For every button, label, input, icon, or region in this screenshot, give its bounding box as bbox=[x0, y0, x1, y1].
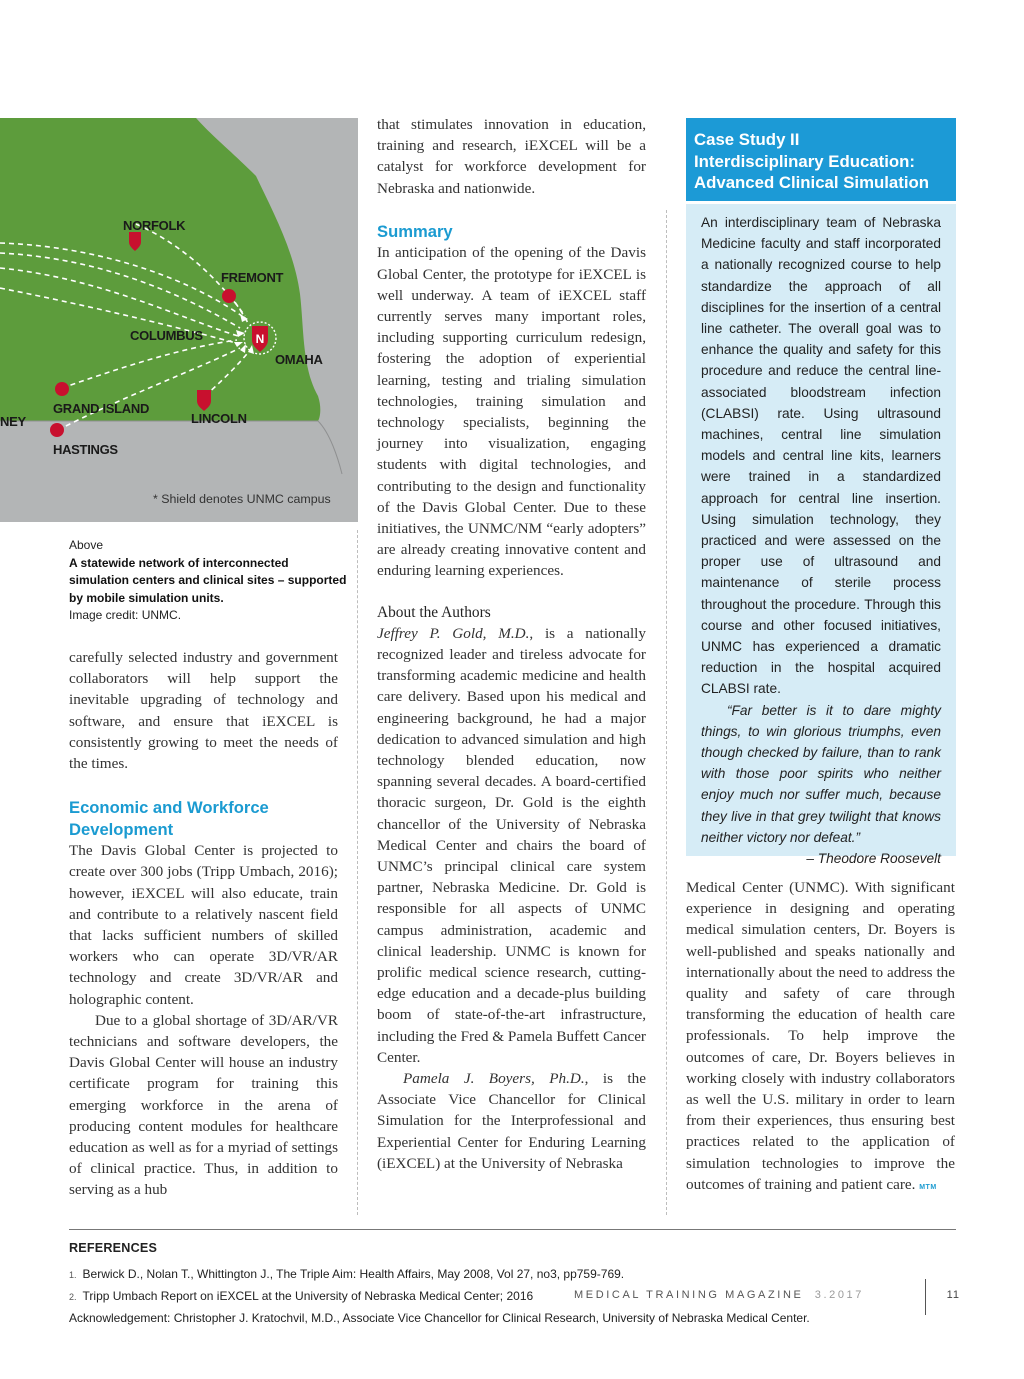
case-study-box bbox=[686, 204, 956, 867]
boyers-bio-text: , is the Associate Vice Chancellor for Clinical Simulation for the Interprofessional and Experiential Center for Enduring Learning (iEXCEL) at the University of Nebraska bbox=[377, 1070, 646, 1172]
city-label-columbus: COLUMBUS bbox=[130, 328, 203, 343]
city-label-grand-island: GRAND ISLAND bbox=[53, 401, 150, 416]
column-1 bbox=[69, 647, 338, 1201]
map-note: * Shield denotes UNMC campus bbox=[153, 492, 331, 506]
footer-magazine bbox=[574, 1289, 864, 1301]
grand-island-dot-icon bbox=[55, 382, 69, 396]
col2-intro: that stimulates innovation in education, training and research, iEXCEL will be a catalyst for workforce development for Nebraska and nationwide. bbox=[377, 116, 646, 197]
reference-item bbox=[69, 1264, 956, 1286]
col3-continuation bbox=[686, 877, 955, 1198]
summary-text: In anticipation of the opening of the Davis Global Center, the prototype for iEXCEL is well underway. A team of iEXCEL staff currently serves many important roles, including supporting curriculum redesign, fostering the adoption of experiential learning, testing and trialing simulation technologies, training simulation and technology specialists, beginning the journey into visualization, engaging students with digital technologies, and contributing to the design and functionality of the Davis Global Center. Due to these initiatives, the UNMC/NM “early adopters” are already creating innovative content and enduring learning experiences. bbox=[377, 244, 646, 580]
map-caption bbox=[69, 537, 349, 625]
authors-heading: About the Authors bbox=[377, 603, 491, 621]
col1-intro: carefully selected industry and government collaborators will help support the inevitable upgrading of technology and software, and ensure that iEXCEL is consistently growing to meet the needs of the times. bbox=[69, 649, 338, 773]
hastings-dot-icon bbox=[50, 423, 64, 437]
economic-heading: Economic and Workforce Development bbox=[69, 798, 269, 839]
map-graphic bbox=[0, 118, 358, 522]
city-label-norfolk: NORFOLK bbox=[123, 218, 186, 233]
footer-divider bbox=[925, 1279, 926, 1315]
magazine-name: MEDICAL TRAINING MAGAZINE bbox=[574, 1289, 804, 1301]
references-rule bbox=[69, 1229, 956, 1230]
gold-bio bbox=[377, 623, 646, 1068]
caption-text: A statewide network of interconnected simulation centers and clinical sites – supported by mobile simulation units. bbox=[69, 555, 347, 605]
fremont-dot-icon bbox=[222, 289, 236, 303]
case-study-title-line-1: Case Study II bbox=[694, 130, 800, 149]
col3-text: Medical Center (UNMC). With significant experience in designing and operating medical simulation centers, Dr. Boyers is well-published and speaks nationally and internationally about the need to address the quality and safety of care through transforming the education of health care professionals. To help improve the outcomes of care, Dr. Boyers believes in working closely with industry collaborators as well the U.S. military in order to learn from their experiences, thus ensuring best practices related to the application of simulation technologies to improve the outcomes of training and patient care. bbox=[686, 879, 955, 1193]
acknowledgement: Acknowledgement: Christopher J. Kratochvil, M.D., Associate Vice Chancellor for Clinical Research, University of Nebraska Medical Center. bbox=[69, 1311, 810, 1325]
gold-name: Jeffrey P. Gold, M.D. bbox=[377, 624, 530, 642]
issue-date: 3.2017 bbox=[814, 1289, 864, 1301]
caption-label: Above bbox=[69, 538, 104, 552]
city-label-kearney: NEY bbox=[0, 414, 26, 429]
city-label-fremont: FREMONT bbox=[221, 270, 284, 285]
city-label-lincoln: LINCOLN bbox=[191, 411, 247, 426]
reference-text: Tripp Umbach Report on iEXCEL at the University of Nebraska Medical Center; 2016 bbox=[82, 1289, 534, 1303]
column-2 bbox=[377, 114, 646, 1174]
col1-paragraph-1: The Davis Global Center is projected to create over 300 jobs (Tripp Umbach, 2016); however, iEXCEL will also educate, train and contribute to a relatively nascent field that lacks sufficient numbers of skilled workers who can operate 3D/VR/AR technology and create 3D/VR/AR and holographic content. bbox=[69, 842, 338, 1008]
column-3 bbox=[686, 877, 955, 1198]
gold-bio-text: , is a nationally recognized leader and tireless advocate for transforming academic medicine and health care delivery. Based upon his medical and engineering background, he had a major dedication to advanced simulation and high technology blended education, now spanning several decades. A board-certified thoracic surgeon, Dr. Gold is the eighth chancellor of the University of Nebraska Medical Center and chairs the board of UNMC’s principal clinical care system partner, Nebraska Medicine. Dr. Gold is responsible for all aspects of UNMC campus administration, academic and clinical leadership. UNMC is known for prolific medical science research, cutting-edge education and a decade-plus building boom of state-of-the-art infrastructure, including the Fred & Pamela Buffett Cancer Center. bbox=[377, 624, 646, 1066]
summary-heading: Summary bbox=[377, 221, 453, 241]
case-study-body: An interdisciplinary team of Nebraska Medicine faculty and staff incorporated a nationally recognized course to help standardize the approach of all disciplines for the insertion of a central line catheter. The overall goal was to enhance the quality and safety for this procedure and reduce the central line-associated bloodstream infection (CLABSI) rate. Using ultrasound machines, central line simulation models and central line kits, learners were trained in a standardized approach for central line insertion. Using simulation technology, they practiced and were assessed on the proper use of ultrasound and maintenance of sterile process throughout the procedure. Through this course and other focused initiatives, UNMC has experienced a dramatic reduction in the hospital acquired CLABSI rate. bbox=[701, 215, 941, 697]
case-study-title bbox=[686, 118, 956, 194]
city-label-hastings: HASTINGS bbox=[53, 442, 118, 457]
boyers-bio bbox=[377, 1068, 646, 1174]
references-title: REFERENCES bbox=[69, 1241, 158, 1255]
mtm-end-mark: MTM bbox=[919, 1183, 937, 1191]
case-study-attribution: – Theodore Roosevelt bbox=[806, 851, 941, 867]
page-footer bbox=[574, 1289, 960, 1329]
page-number: 11 bbox=[946, 1289, 960, 1301]
reference-number: 1. bbox=[69, 1270, 77, 1280]
caption-credit: Image credit: UNMC. bbox=[69, 608, 182, 623]
nebraska-simulation-map bbox=[0, 118, 358, 522]
reference-text: Berwick D., Nolan T., Whittington J., The Triple Aim: Health Affairs, May 2008, Vol 27, no3, pp759-769. bbox=[82, 1267, 625, 1281]
case-study-title-line-2: Interdisciplinary Education: bbox=[694, 151, 915, 171]
case-study-title-line-3: Advanced Clinical Simulation bbox=[694, 173, 929, 192]
col1-paragraph-2: Due to a global shortage of 3D/AR/VR technicians and software developers, the Davis Global Center will house an industry certificate program for training this emerging workforce in the arena of producing content modules for healthcare education as well as for a myriad of settings of clinical practice. Thus, in addition to serving as a hub bbox=[69, 1011, 338, 1199]
case-study-quote: “Far better is it to dare mighty things, to win glorious triumphs, even though checked by failure, than to rank with those poor spirits who neither enjoy much nor suffer much, because they live in that grey twilight that knows neither victory nor defeat.” bbox=[701, 702, 941, 845]
boyers-name: Pamela J. Boyers, Ph.D. bbox=[403, 1070, 585, 1088]
reference-number: 2. bbox=[69, 1292, 77, 1302]
column-divider-2 bbox=[666, 210, 667, 1215]
column-divider-1 bbox=[357, 530, 358, 1215]
city-label-omaha: OMAHA bbox=[275, 352, 323, 367]
case-study-header bbox=[686, 118, 956, 201]
svg-text:N: N bbox=[255, 332, 265, 346]
